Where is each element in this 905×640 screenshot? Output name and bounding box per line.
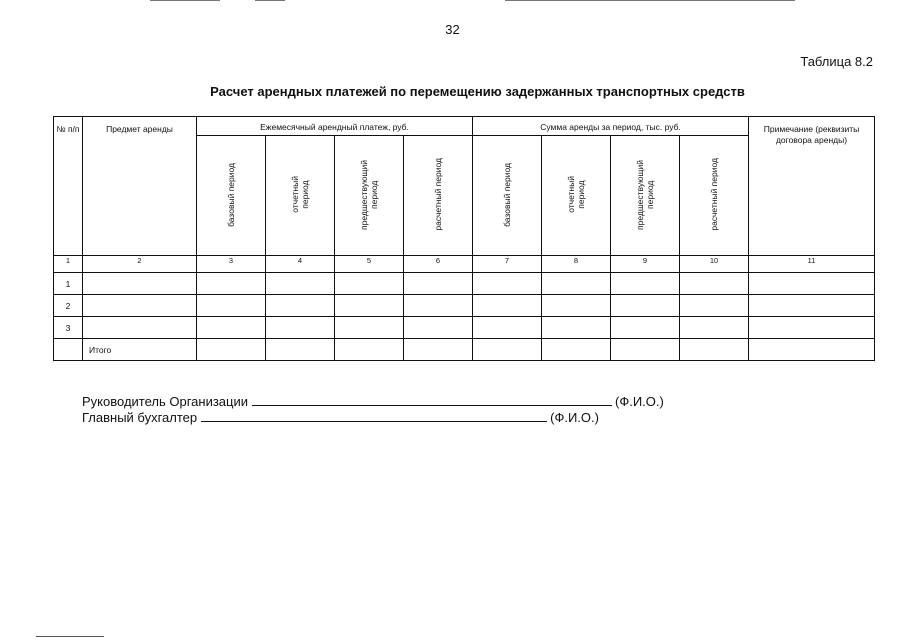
scan-edge-line — [505, 0, 795, 1]
table-cell — [749, 339, 875, 361]
footnote-rule — [36, 636, 104, 637]
table-label: Таблица 8.2 — [800, 54, 873, 69]
table-cell — [197, 317, 266, 339]
column-number: 7 — [473, 256, 542, 273]
table-cell — [542, 339, 611, 361]
sum-period-label: предшествующий период — [635, 159, 655, 230]
row-number: 3 — [54, 317, 83, 339]
table-cell — [266, 317, 335, 339]
column-number: 6 — [404, 256, 473, 273]
accountant-signature-line — [82, 409, 599, 425]
sum-period-label: отчетный период — [566, 176, 586, 213]
table-cell — [335, 273, 404, 295]
column-number: 1 — [54, 256, 83, 273]
table-cell — [542, 295, 611, 317]
sum-period-cell — [611, 136, 680, 256]
column-number: 4 — [266, 256, 335, 273]
table-row — [54, 295, 875, 317]
table-cell — [749, 295, 875, 317]
total-row — [54, 339, 875, 361]
column-number: 2 — [83, 256, 197, 273]
row-number: 2 — [54, 295, 83, 317]
monthly-period-label: предшествующий период — [359, 159, 379, 230]
accountant-signature-label: Главный бухгалтер — [82, 410, 198, 425]
table-cell — [542, 273, 611, 295]
table-cell — [749, 317, 875, 339]
table-cell — [335, 317, 404, 339]
table-cell — [266, 273, 335, 295]
sum-period-label: расчетный период — [709, 158, 719, 231]
table-cell — [404, 339, 473, 361]
header-row — [54, 117, 875, 136]
head-signature-line — [82, 393, 664, 409]
table-cell — [473, 273, 542, 295]
table-cell — [335, 295, 404, 317]
table-cell — [611, 295, 680, 317]
table-cell — [335, 339, 404, 361]
column-number: 5 — [335, 256, 404, 273]
table-row — [54, 273, 875, 295]
table-cell — [404, 273, 473, 295]
sum-period-cell — [473, 136, 542, 256]
sum-period-cell — [680, 136, 749, 256]
total-label: Итого — [83, 339, 197, 361]
table-cell — [266, 295, 335, 317]
table-cell — [404, 295, 473, 317]
table-title: Расчет арендных платежей по перемещению задержанных транспортных средств — [210, 84, 745, 99]
signature-blank — [201, 409, 547, 422]
monthly-period-cell — [266, 136, 335, 256]
table-cell — [611, 273, 680, 295]
table-cell — [611, 317, 680, 339]
table-cell — [83, 295, 197, 317]
monthly-period-label: базовый период — [226, 162, 236, 227]
table-cell — [680, 273, 749, 295]
table-cell — [473, 295, 542, 317]
table-cell — [611, 339, 680, 361]
table-cell — [266, 339, 335, 361]
table-cell — [542, 317, 611, 339]
group-header-sum: Сумма аренды за период, тыс. руб. — [473, 117, 749, 136]
column-number: 11 — [749, 256, 875, 273]
accountant-fio-label: (Ф.И.О.) — [550, 410, 599, 425]
signature-blank — [252, 393, 612, 406]
col-header-subject: Предмет аренды — [83, 117, 197, 256]
column-number: 9 — [611, 256, 680, 273]
monthly-period-cell — [335, 136, 404, 256]
table-cell — [680, 295, 749, 317]
table-cell — [473, 317, 542, 339]
table-cell — [197, 339, 266, 361]
monthly-period-cell — [404, 136, 473, 256]
column-number-row — [54, 256, 875, 273]
table-cell — [404, 317, 473, 339]
table-cell — [54, 339, 83, 361]
column-number: 8 — [542, 256, 611, 273]
table-cell — [197, 295, 266, 317]
monthly-period-label: отчетный период — [290, 176, 310, 213]
column-number: 10 — [680, 256, 749, 273]
table-cell — [749, 273, 875, 295]
monthly-period-cell — [197, 136, 266, 256]
rental-payments-table — [53, 116, 875, 361]
sum-period-label: базовый период — [502, 162, 512, 227]
scan-edge-line — [150, 0, 220, 1]
col-header-num: № п/п — [54, 117, 83, 256]
head-signature-label: Руководитель Организации — [82, 394, 248, 409]
table-cell — [83, 273, 197, 295]
column-number: 3 — [197, 256, 266, 273]
monthly-period-label: расчетный период — [433, 158, 443, 231]
table-cell — [197, 273, 266, 295]
col-header-note: Примечание (реквизиты договора аренды) — [749, 117, 875, 256]
head-fio-label: (Ф.И.О.) — [615, 394, 664, 409]
group-header-monthly: Ежемесячный арендный платеж, руб. — [197, 117, 473, 136]
table-row — [54, 317, 875, 339]
sum-period-cell — [542, 136, 611, 256]
scan-edge-line — [255, 0, 285, 1]
page-number: 32 — [445, 22, 460, 37]
table-cell — [83, 317, 197, 339]
table-cell — [680, 339, 749, 361]
table-cell — [680, 317, 749, 339]
table-cell — [473, 339, 542, 361]
row-number: 1 — [54, 273, 83, 295]
